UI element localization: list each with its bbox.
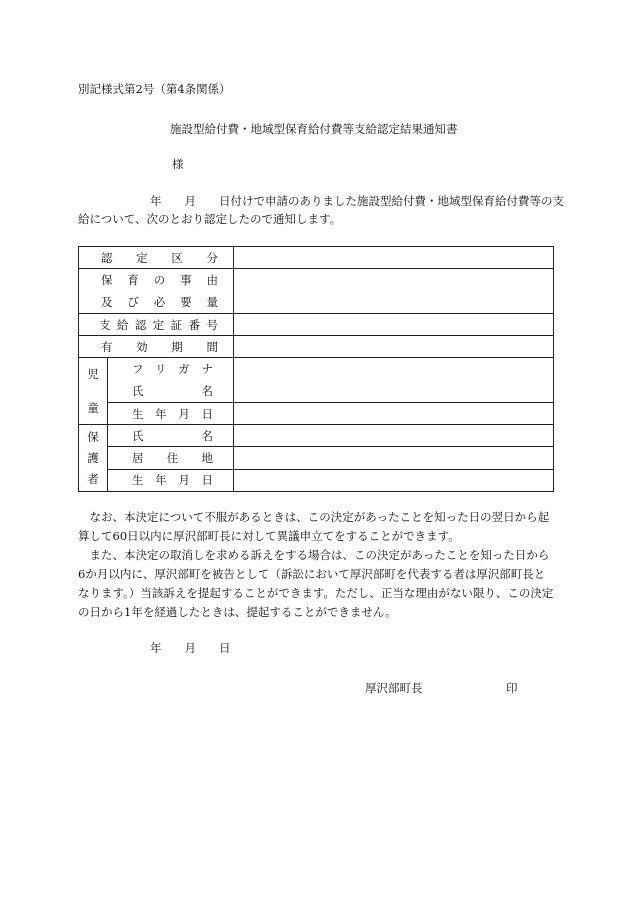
value-guardian-birth[interactable] [234,469,554,491]
label-child-birth: 生年月日 [132,406,213,421]
value-child-name[interactable] [234,358,554,403]
row-guardian-birth [79,469,554,491]
row-childcare-reason [79,269,554,314]
label-guardian-name: 氏名 [132,428,213,443]
value-guardian-name[interactable] [234,425,554,447]
value-childcare-reason[interactable] [234,269,554,314]
label-valid-period: 有効期間 [101,339,218,354]
row-guardian-address [79,447,554,469]
intro-line-2: 給について、次のとおり認定したので通知します。 [78,212,342,226]
notice-block [78,508,556,622]
child-label-char-1: 児 [87,367,99,381]
form-code: 別記様式第2号（第4条関係） [78,82,231,96]
issuer-name: 厚沢部町長 [365,681,423,695]
guardian-label-char-3: 者 [87,472,99,486]
label-cert-category: 認定区分 [101,250,218,265]
guardian-label-char-1: 保 [87,430,99,444]
date-line: 年 月 日 [150,641,231,655]
row-valid-period [79,336,554,358]
label-guardian-address: 居住地 [132,450,213,465]
row-child-birth [79,403,554,425]
seal-mark: 印 [506,681,518,695]
row-cert-category [79,247,554,269]
row-guardian-name [79,425,554,447]
label-guardian-birth: 生年月日 [132,473,213,488]
intro-line-1: 年 月 日付けで申請のありました施設型給付費・地域型保育給付費等の支 [150,194,564,208]
value-valid-period[interactable] [234,336,554,358]
addressee-suffix: 様 [172,157,184,171]
label-reason-line-1: 保育の事由 [101,273,218,287]
value-cert-number[interactable] [234,314,554,336]
notice-paragraph-1: なお、本決定について不服があるときは、この決定があったことを知った日の翌日から起算して60日以内に厚沢部町長に対して異議申立てをすることができます。 [78,510,550,543]
guardian-label-char-2: 護 [87,451,99,465]
row-cert-number [79,314,554,336]
label-furigana: フリガナ [132,362,213,376]
value-guardian-address[interactable] [234,447,554,469]
label-child-name: 氏名 [132,384,213,398]
value-cert-category[interactable] [234,247,554,269]
label-reason-line-2: 及び必要量 [101,295,218,309]
certification-table [78,246,554,492]
label-cert-number: 支給認定証番号 [99,317,218,332]
document-title: 施設型給付費・地域型保育給付費等支給認定結果通知書 [170,122,458,136]
guardian-section-label [79,425,108,492]
row-child-furigana-name [79,358,554,403]
value-child-birth[interactable] [234,403,554,425]
notice-paragraph-2: また、本決定の取消しを求める訴えをする場合は、この決定があったことを知った日から6か月以内に、厚沢部町を被告として（訴訟において厚沢部町を代表する者は厚沢部町長となります。）当該訴えを提起することができます。ただし、正当な理由がない限り、この決定の日から1年を経過したときは、提起することができません。 [78,548,554,619]
child-section-label [79,358,108,425]
child-label-char-2: 童 [87,401,99,415]
